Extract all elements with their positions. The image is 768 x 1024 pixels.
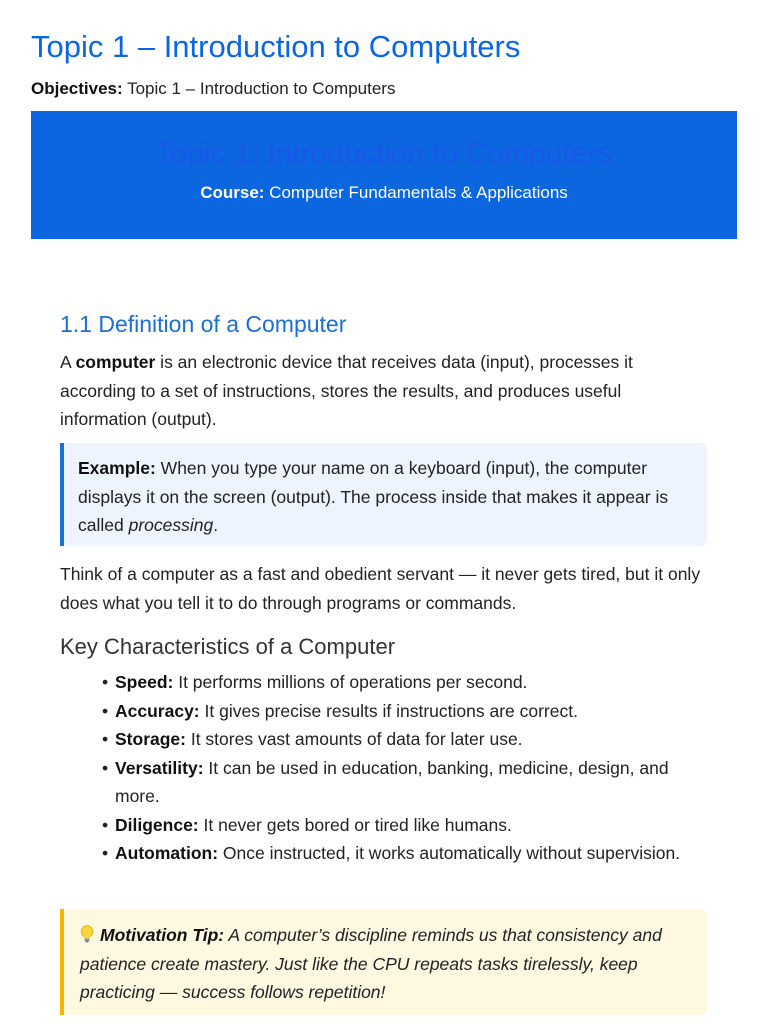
item-term: Automation:: [115, 843, 219, 863]
item-term: Speed:: [115, 672, 174, 692]
list-item: [102, 668, 712, 697]
example-text-block: [78, 454, 698, 540]
definition-term: computer: [75, 352, 156, 372]
list-item: [102, 697, 712, 726]
item-text: Once instructed, it works automatically without supervision.: [218, 843, 681, 863]
objectives-value: Topic 1 – Introduction to Computers: [127, 79, 396, 98]
page-title: Topic 1 – Introduction to Computers: [31, 29, 521, 64]
bullet-icon: •: [102, 672, 109, 692]
bullet-icon: •: [102, 843, 109, 863]
example-callout: [60, 443, 707, 546]
example-label: Example:: [78, 458, 156, 478]
definition-text: is an electronic device that receives data (input), processes it according to a set of instructions, stores the results, and produces useful information (output).: [60, 352, 633, 429]
item-term: Storage:: [115, 729, 186, 749]
course-label: Course:: [200, 183, 265, 202]
item-text: It stores vast amounts of data for later use.: [185, 729, 523, 749]
topic-banner: [31, 111, 737, 239]
item-text: It performs millions of operations per second.: [173, 672, 528, 692]
item-term: Accuracy:: [115, 700, 200, 721]
tip-text: A computer’s discipline reminds us that consistency and patience create mastery. Just like the CPU repeats tasks tirelessly, keep practicing — success follows repetition!: [80, 925, 662, 1002]
course-value: Computer Fundamentals & Applications: [269, 183, 568, 202]
item-term: Diligence:: [115, 814, 199, 835]
characteristics-heading: Key Characteristics of a Computer: [60, 634, 396, 659]
analogy-paragraph: Think of a computer as a fast and obedient servant — it never gets tired, but it only does what you tell it to do through programs or commands.: [60, 564, 701, 613]
tip-text-block: [80, 921, 700, 1007]
example-text: When you type your name on a keyboard (input), the computer displays it on the screen (output). The process inside that makes it appear is called: [78, 458, 669, 535]
bullet-icon: •: [102, 700, 109, 721]
list-item: [102, 725, 712, 754]
list-item: [102, 839, 712, 868]
banner-course: [31, 183, 737, 203]
bullet-icon: •: [102, 814, 109, 835]
bullet-icon: •: [102, 757, 109, 778]
lightbulb-icon: [80, 925, 94, 943]
definition-prefix: A: [60, 352, 76, 372]
bullet-icon: •: [102, 729, 109, 749]
item-term: Versatility:: [115, 757, 204, 778]
list-item: [102, 754, 712, 811]
item-text: It can be used in education, banking, medicine, design, and more.: [115, 757, 669, 806]
objectives-label: Objectives:: [31, 79, 123, 98]
definition-paragraph: [60, 348, 710, 434]
section-heading: 1.1 Definition of a Computer: [60, 311, 347, 337]
item-text: It gives precise results if instructions are correct.: [199, 700, 578, 721]
list-item: [102, 811, 712, 840]
characteristics-list: [102, 668, 712, 868]
objectives-line: [31, 79, 395, 99]
item-text: It never gets bored or tired like humans.: [198, 814, 512, 835]
example-emphasis: processing: [128, 515, 214, 535]
banner-title: Topic 1: Introduction to Computers: [155, 137, 613, 170]
tip-label: Motivation Tip:: [100, 925, 225, 945]
motivation-tip-callout: [60, 909, 707, 1015]
example-end: .: [213, 515, 219, 535]
